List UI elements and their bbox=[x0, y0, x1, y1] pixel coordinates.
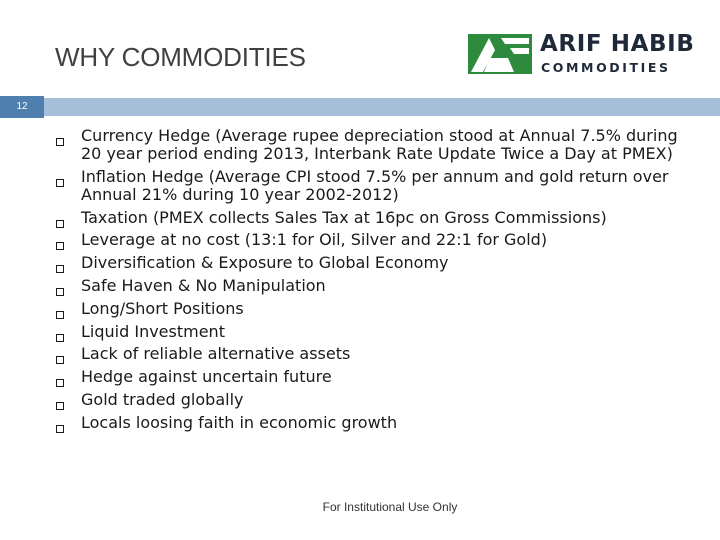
slide-number: 12 bbox=[0, 96, 44, 118]
bullet-text: Leverage at no cost (13:1 for Oil, Silver and 22:1 for Gold) bbox=[81, 230, 548, 250]
bullet-text: Lack of reliable alternative assets bbox=[81, 344, 351, 364]
bullet-item bbox=[55, 209, 695, 227]
bullet-item bbox=[55, 254, 695, 272]
bullet-item bbox=[55, 323, 695, 341]
bullet-item bbox=[55, 300, 695, 318]
bullet-text: Locals loosing faith in economic growth bbox=[81, 412, 398, 432]
bullet-item bbox=[55, 127, 695, 163]
square-bullet-icon bbox=[56, 179, 64, 187]
footer-note: For Institutional Use Only bbox=[322, 500, 458, 514]
square-bullet-icon bbox=[56, 379, 64, 387]
header-band bbox=[44, 98, 720, 116]
square-bullet-icon bbox=[56, 220, 64, 228]
bullet-item bbox=[55, 168, 695, 204]
bullet-text: Diversification & Exposure to Global Economy bbox=[81, 253, 449, 273]
square-bullet-icon bbox=[56, 356, 64, 364]
logo-name: ARIF HABIB bbox=[540, 31, 695, 57]
square-bullet-icon bbox=[56, 288, 64, 296]
square-bullet-icon bbox=[56, 311, 64, 319]
bullet-item bbox=[55, 368, 695, 386]
bullet-item bbox=[55, 231, 695, 249]
bullet-list bbox=[55, 127, 695, 437]
bullet-item bbox=[55, 391, 695, 409]
square-bullet-icon bbox=[56, 425, 64, 433]
bullet-text: Taxation (PMEX collects Sales Tax at 16pc on Gross Commissions) bbox=[81, 207, 607, 227]
bullet-text: Liquid Investment bbox=[81, 321, 225, 341]
square-bullet-icon bbox=[56, 265, 64, 273]
slide-title: WHY COMMODITIES bbox=[55, 42, 306, 72]
company-logo bbox=[468, 31, 695, 76]
logo-mark-icon bbox=[468, 34, 532, 74]
bullet-text: Gold traded globally bbox=[81, 389, 244, 409]
bullet-item bbox=[55, 414, 695, 432]
square-bullet-icon bbox=[56, 138, 64, 146]
bullet-item bbox=[55, 277, 695, 295]
bullet-text: Currency Hedge (Average rupee depreciation stood at Annual 7.5% during 20 year period ending 2013, Interbank Rate Update Twice a Day at PMEX) bbox=[81, 126, 678, 163]
bullet-text: Hedge against uncertain future bbox=[81, 367, 332, 387]
bullet-item bbox=[55, 345, 695, 363]
logo-subtitle: COMMODITIES bbox=[541, 60, 671, 75]
bullet-text: Long/Short Positions bbox=[81, 298, 244, 318]
square-bullet-icon bbox=[56, 402, 64, 410]
square-bullet-icon bbox=[56, 242, 64, 250]
bullet-text: Safe Haven & No Manipulation bbox=[81, 275, 326, 295]
bullet-text: Inflation Hedge (Average CPI stood 7.5% per annum and gold return over Annual 21% during 10 year 2002-2012) bbox=[81, 166, 669, 204]
square-bullet-icon bbox=[56, 334, 64, 342]
